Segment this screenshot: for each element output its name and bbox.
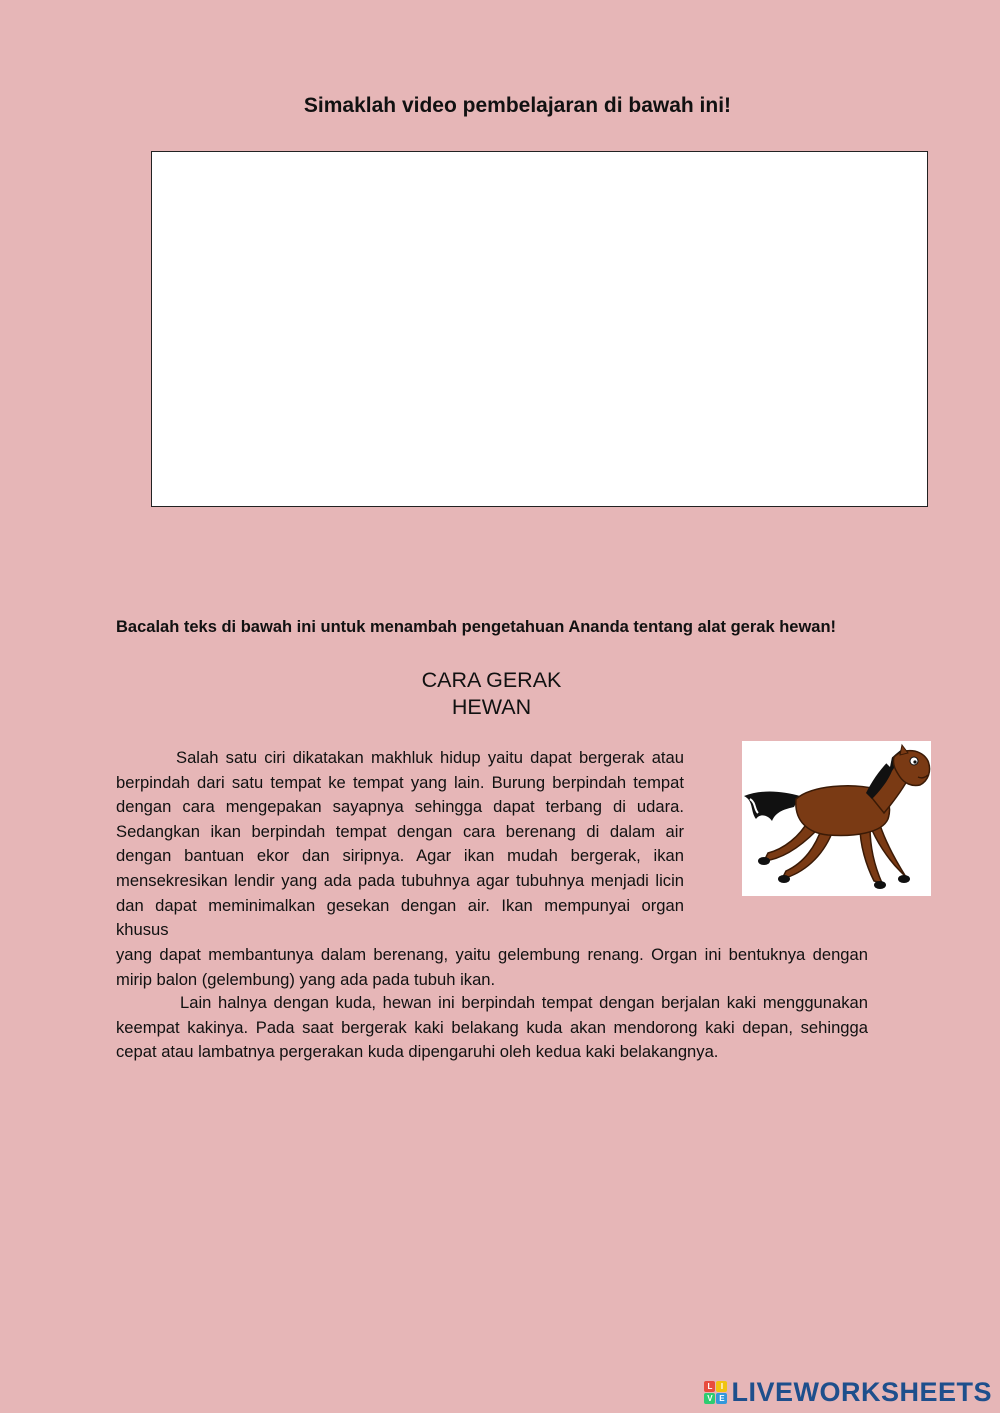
horse-icon <box>742 741 931 896</box>
brand-logo-letter-4: E <box>716 1393 727 1404</box>
article-title-line-1: CARA GERAK <box>421 668 562 692</box>
paragraph-2-text: Lain halnya dengan kuda, hewan ini berpindah tempat dengan berjalan kaki menggunakan keempat kakinya. Pada saat bergerak kaki belakang kuda akan mendorong kaki depan, sehingga cepat atau lambatnya pergerakan kuda dipengaruhi oleh kedua kaki belakangnya. <box>116 993 868 1062</box>
article-title <box>0 667 983 721</box>
brand-logo-letter-3: V <box>704 1393 715 1404</box>
brand-logo-icon <box>704 1381 727 1404</box>
brand-name: LIVEWORKSHEETS <box>731 1377 992 1407</box>
brand-logo-letter-2: I <box>716 1381 727 1392</box>
paragraph-1 <box>116 746 684 943</box>
reading-instruction: Bacalah teks di bawah ini untuk menambah pengetahuan Ananda tentang alat gerak hewan! <box>116 618 837 636</box>
video-player[interactable] <box>151 151 928 507</box>
liveworksheets-brand <box>704 1377 992 1408</box>
horse-illustration <box>742 741 931 896</box>
brand-logo-letter-1: L <box>704 1381 715 1392</box>
paragraph-1-text: Salah satu ciri dikatakan makhluk hidup yaitu dapat bergerak atau berpindah dari satu tempat ke tempat yang lain. Burung berpindah tempat dengan cara mengepakan sayapnya sehingga dapat terbang di udara. Sedangkan ikan berpindah tempat dengan cara berenang di dalam air dengan bantuan ekor dan siripnya. Agar ikan mudah bergerak, ikan mensekresikan lendir yang ada pada tubuhnya agar tubuhnya menjadi licin dan dapat meminimalkan gesekan dengan air. Ikan mempunyai organ khusus <box>116 748 684 940</box>
article-title-line-2: HEWAN <box>451 695 532 719</box>
paragraph-1-continued: yang dapat membantunya dalam berenang, yaitu gelembung renang. Organ ini bentuknya dengan mirip balon (gelembung) yang ada pada tubuh ikan. <box>116 945 868 989</box>
page-heading: Simaklah video pembelajaran di bawah ini! <box>303 94 732 117</box>
paragraph-2 <box>116 991 868 1065</box>
